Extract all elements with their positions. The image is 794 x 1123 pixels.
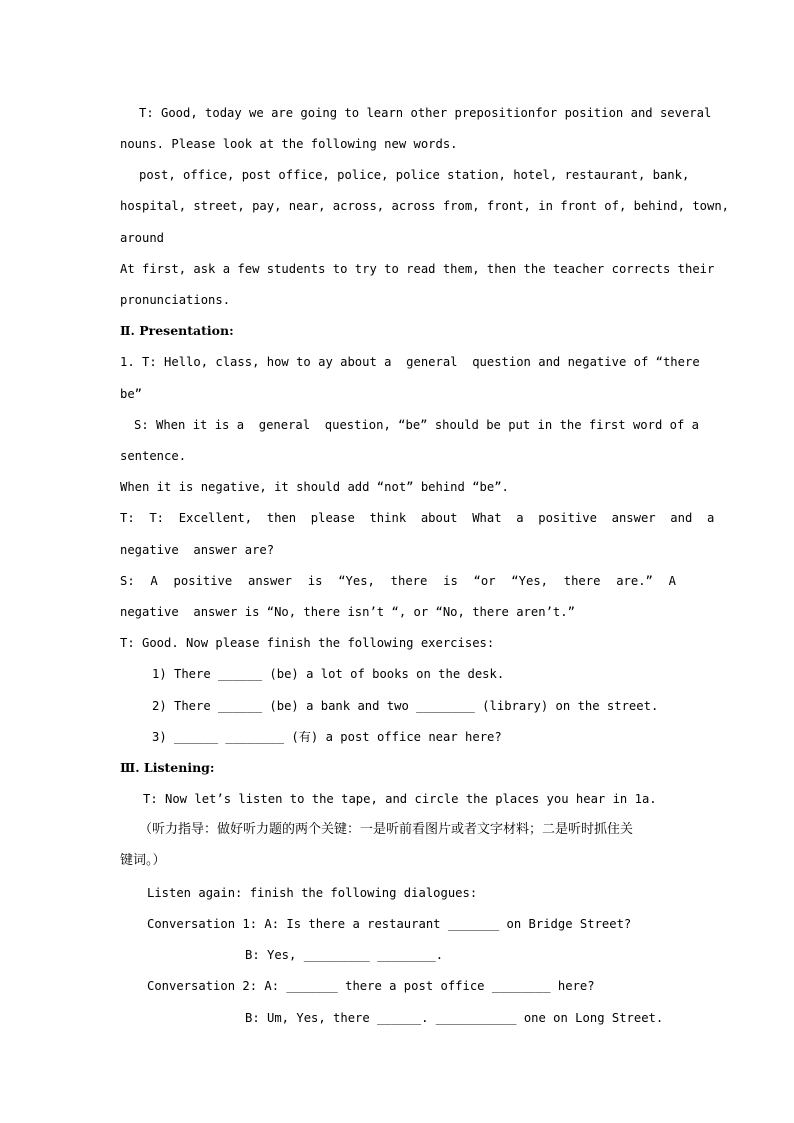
section-heading: Ⅱ. Presentation: — [120, 323, 234, 338]
text-line: post, office, post office, police, police station, hotel, restaurant, bank, — [139, 168, 690, 182]
dialogue-line: B: Um, Yes, there ______. ___________ one on Long Street. — [245, 1011, 664, 1025]
dialogue-line: Conversation 2: A: _______ there a post office ________ here? — [147, 979, 595, 993]
dialogue-line: Conversation 1: A: Is there a restaurant _______ on Bridge Street? — [147, 917, 632, 931]
text-line: At first, ask a few students to try to read them, then the teacher corrects their — [120, 262, 715, 276]
text-line: 1. T: Hello, class, how to ay about a general question and negative of “there — [120, 355, 700, 369]
text-line: be” — [120, 387, 143, 401]
text-line: hospital, street, pay, near, across, across from, front, in front of, behind, town, — [120, 199, 730, 213]
text-line: T: Good, today we are going to learn other prepositionfor position and several — [139, 106, 712, 120]
text-line: sentence. — [120, 449, 187, 463]
text-line: Listen again: finish the following dialogues: — [147, 886, 478, 900]
dialogue-line: B: Yes, _________ ________. — [245, 948, 444, 962]
exercise-item: 3) ______ ________ (有) a post office near here? — [152, 730, 502, 744]
section-heading: Ⅲ. Listening: — [120, 760, 215, 775]
text-line: S: A positive answer is “Yes, there is “or “Yes, there are.” A — [120, 574, 676, 588]
text-line: negative answer is “No, there isn’t “, or “No, there aren’t.” — [120, 605, 575, 619]
text-line: around — [120, 231, 165, 245]
text-line: nouns. Please look at the following new words. — [120, 137, 458, 151]
text-line: When it is negative, it should add “not” behind “be”. — [120, 480, 509, 494]
exercise-item: 1) There ______ (be) a lot of books on the desk. — [152, 667, 505, 681]
text-line: T: T: Excellent, then please think about What a positive answer and a — [120, 511, 715, 525]
text-line: negative answer are? — [120, 543, 275, 557]
text-line: S: When it is a general question, “be” should be put in the first word of a — [134, 418, 699, 432]
text-line: T: Good. Now please finish the following exercises: — [120, 636, 495, 650]
text-line: 键词。） — [120, 853, 166, 868]
exercise-item: 2) There ______ (be) a bank and two ________ (library) on the street. — [152, 699, 659, 713]
text-line: T: Now let’s listen to the tape, and circle the places you hear in 1a. — [143, 792, 657, 806]
text-line: pronunciations. — [120, 293, 231, 307]
text-line: （听力指导：做好听力题的两个关键：一是听前看图片或者文字材料；二是听时抓住关 — [139, 822, 634, 837]
